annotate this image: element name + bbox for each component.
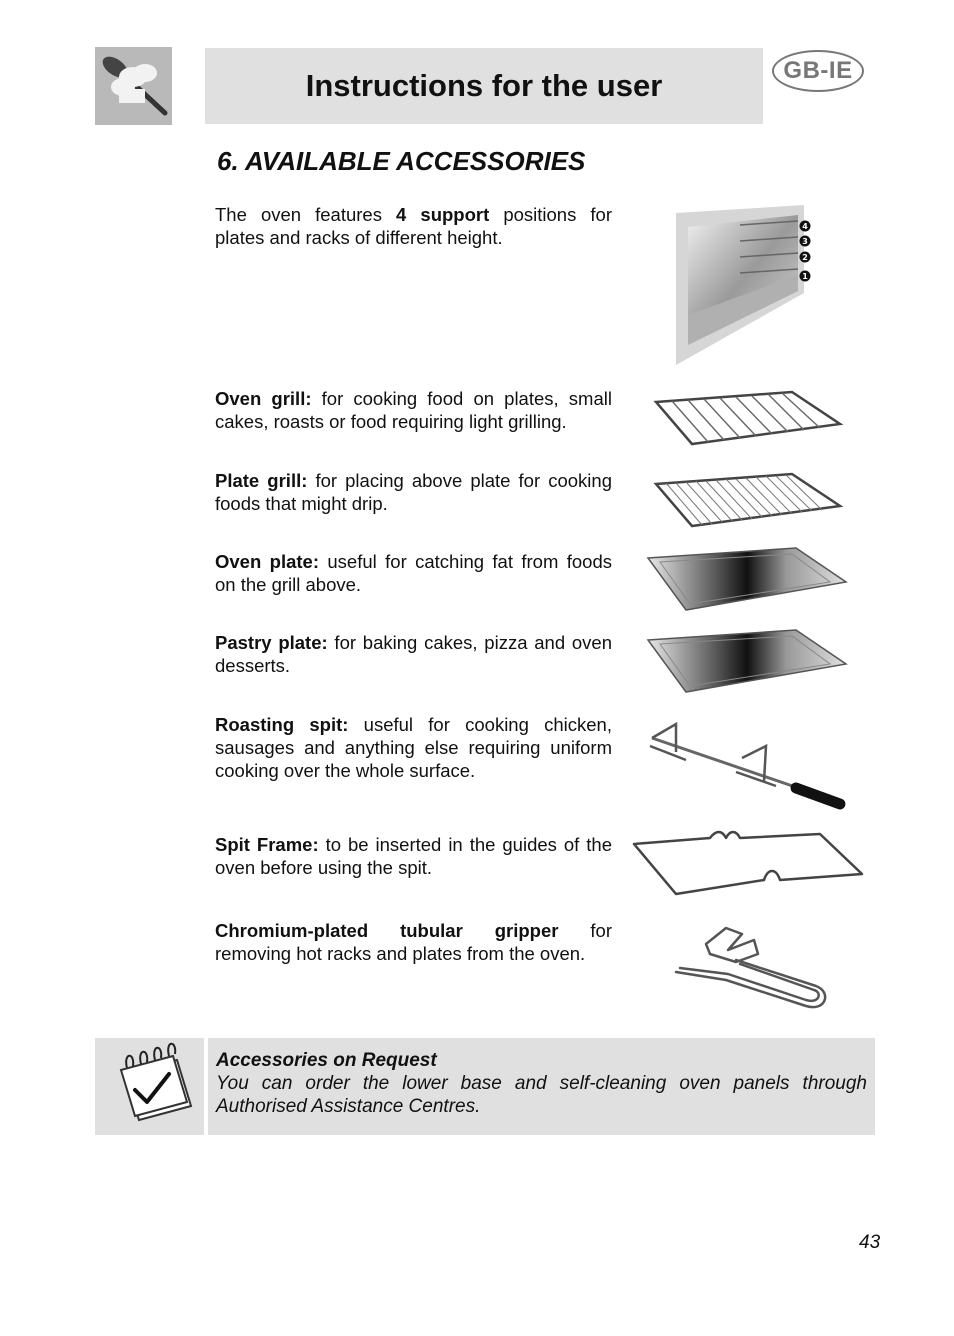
shelf-1-label: 1 xyxy=(802,272,808,281)
shelf-4-label: 4 xyxy=(802,222,808,231)
spit-frame-icon xyxy=(630,828,866,900)
pastry-tray-icon xyxy=(646,628,848,696)
gripper-illustration xyxy=(666,920,836,1021)
accessory-name: Oven grill: xyxy=(215,388,312,409)
accessories-note xyxy=(208,1038,875,1135)
note-icon-box xyxy=(95,1038,204,1135)
plate-grill-illustration xyxy=(652,470,844,535)
shelf-2-label: 2 xyxy=(802,253,808,262)
region-badge: GB-IE xyxy=(772,50,864,92)
accessory-name: Spit Frame: xyxy=(215,834,319,855)
page-title: Instructions for the user xyxy=(305,68,663,103)
shelf-3-label: 3 xyxy=(802,237,808,246)
accessory-roasting-spit xyxy=(215,713,612,782)
accessory-description: useful for cooking chicken, sausages and anything else requiring uniform cooking over the whole surface. xyxy=(215,714,612,781)
pastry-plate-illustration xyxy=(646,628,848,701)
oven-cavity-icon xyxy=(672,205,817,367)
note-text: You can order the lower base and self-cleaning oven panels through Authorised Assistance Centres. xyxy=(216,1073,867,1117)
intro-bold: 4 support xyxy=(396,204,490,225)
accessory-description: to be inserted in the guides of the oven before using the spit. xyxy=(215,834,612,878)
accessory-oven-plate xyxy=(215,550,612,596)
accessory-description: for baking cakes, pizza and oven desserts. xyxy=(215,632,612,676)
roasting-spit-illustration xyxy=(646,716,848,817)
accessory-description: for placing above plate for cooking foods that might drip. xyxy=(215,470,612,514)
accessory-description: useful for catching fat from foods on the grill above. xyxy=(215,551,612,595)
spit-frame-illustration xyxy=(630,828,866,905)
notepad-check-icon xyxy=(95,1038,204,1135)
roasting-spit-icon xyxy=(646,716,848,812)
intro-text-before: The oven features xyxy=(215,204,397,225)
intro-text-after: positions for plates and racks of different height. xyxy=(215,204,613,248)
accessory-spit-frame xyxy=(215,833,612,879)
accessory-description: for removing hot racks and plates from the oven. xyxy=(215,920,613,964)
oven-interior-illustration xyxy=(672,205,817,372)
accessory-gripper xyxy=(215,919,612,965)
wire-rack-icon xyxy=(652,388,844,448)
section-heading: 6. AVAILABLE ACCESSORIES xyxy=(217,146,586,176)
accessory-description: for cooking food on plates, small cakes, roasts or food requiring light grilling. xyxy=(215,388,612,432)
chef-logo xyxy=(95,47,172,125)
gripper-icon xyxy=(666,920,836,1016)
oven-tray-icon xyxy=(646,546,848,614)
fine-rack-icon xyxy=(652,470,844,530)
page-number: 43 xyxy=(859,1232,881,1253)
spoon-chef-hat-icon xyxy=(95,47,172,125)
accessory-pastry-plate xyxy=(215,631,612,677)
accessory-name: Plate grill: xyxy=(215,470,308,491)
oven-grill-illustration xyxy=(652,388,844,453)
intro-paragraph xyxy=(215,203,612,249)
accessory-name: Chromium-plated tubular gripper xyxy=(215,920,559,941)
header-title-bar xyxy=(205,48,763,124)
accessory-name: Roasting spit: xyxy=(215,714,349,735)
oven-plate-illustration xyxy=(646,546,848,619)
accessory-name: Pastry plate: xyxy=(215,632,328,653)
accessory-oven-grill xyxy=(215,387,612,433)
accessory-name: Oven plate: xyxy=(215,551,319,572)
accessory-plate-grill xyxy=(215,469,612,515)
note-title: Accessories on Request xyxy=(216,1050,437,1071)
